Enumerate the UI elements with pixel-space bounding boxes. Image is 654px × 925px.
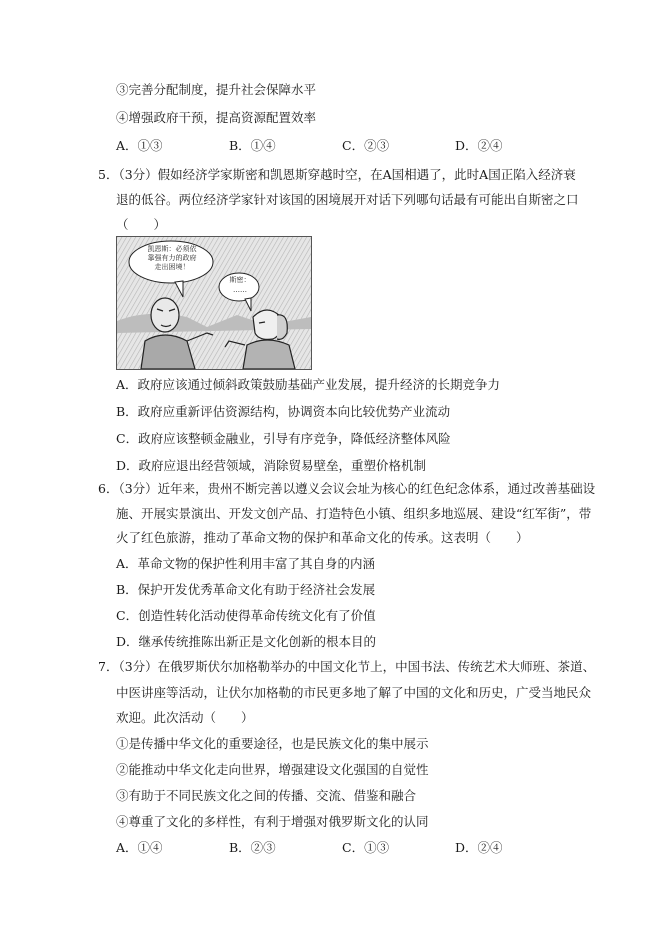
question-7-item-3: ③有助于不同民族文化之间的传播、交流、借鉴和融合 [116,788,417,803]
keynes-speech-line: 靠强有力的政府 [147,254,197,262]
question-6-option-d: D．继承传统推陈出新正是文化创新的根本目的 [116,634,377,649]
option-b: B．①④ [229,138,276,153]
keynes-speech-line: 走出困境！ [154,263,190,271]
keynes-speech-bubble [139,245,205,272]
question-7-item-1: ①是传播中华文化的重要途径，也是民族文化的集中展示 [116,736,429,751]
option-a: A．①③ [116,138,163,153]
question-5-option-c: C．政府应该整顿金融业，引导有序竞争，降低经济整体风险 [116,431,451,446]
question-7-stem-line2: 中医讲座等活动，让伏尔加格勒的市民更多地了解了中国的文化和历史，广受当地民众 [116,685,592,700]
question-7-stem-line3: 欢迎。此次活动（ ） [116,710,254,725]
question-7-stem-line1: 7．（3分）在俄罗斯伏尔加格勒举办的中国文化节上，中国书法、传统艺术大师班、茶道、 [98,659,596,674]
option-c: C．②③ [342,138,390,153]
question-5-stem-line1: 5．（3分）假如经济学家斯密和凯恩斯穿越时空，在A国相遇了，此时A国正陷入经济衰 [98,167,576,182]
question-5-option-d: D．政府应退出经营领域，消除贸易壁垒，重塑价格机制 [116,458,427,473]
question-5-option-b: B．政府应重新评估资源结构，协调资本向比较优势产业流动 [116,404,451,419]
question-7-item-4: ④尊重了文化的多样性，有利于增强对俄罗斯文化的认同 [116,814,429,829]
option-d: D．②④ [455,138,503,153]
smith-speech-bubble [223,275,257,295]
question-6-stem-line3: 火了红色旅游，推动了革命文物的保护和革命文化的传承。这表明（ ） [116,530,529,545]
cartoon-image [116,236,312,370]
question-7-option-c: C．①③ [342,840,390,855]
item-4: ④增强政府干预，提高资源配置效率 [116,110,317,125]
question-5-stem-line2: 退的低谷。两位经济学家针对该国的困境展开对话下列哪句话最有可能出自斯密之口 [116,192,579,207]
question-7-option-d: D．②④ [455,840,503,855]
item-3: ③完善分配制度，提升社会保障水平 [116,82,317,97]
question-6-stem-line1: 6．（3分）近年来，贵州不断完善以遵义会议会址为核心的红色纪念体系，通过改善基础设 [98,481,596,496]
question-5-option-a: A．政府应该通过倾斜政策鼓励基础产业发展，提升经济的长期竞争力 [116,377,501,392]
question-7-option-a: A．①④ [116,840,163,855]
question-6-option-a: A．革命文物的保护性利用丰富了其自身的内涵 [116,556,376,571]
keynes-speech-line: 凯恩斯：必须依 [147,245,197,253]
question-7-option-b: B．②③ [229,840,276,855]
smith-speech-line: 斯密： [229,276,251,284]
smith-speech-line: …… [233,286,247,294]
question-7-item-2: ②能推动中华文化走向世界，增强建设文化强国的自觉性 [116,762,429,777]
question-5-stem-line3: （ ） [116,217,167,232]
question-6-option-c: C．创造性转化活动使得革命传统文化有了价值 [116,608,376,623]
question-6-stem-line2: 施、开展实景演出、开发文创产品、打造特色小镇、组织多地巡展、建设“红军街”，带 [116,506,592,521]
question-6-option-b: B．保护开发优秀革命文化有助于经济社会发展 [116,582,376,597]
